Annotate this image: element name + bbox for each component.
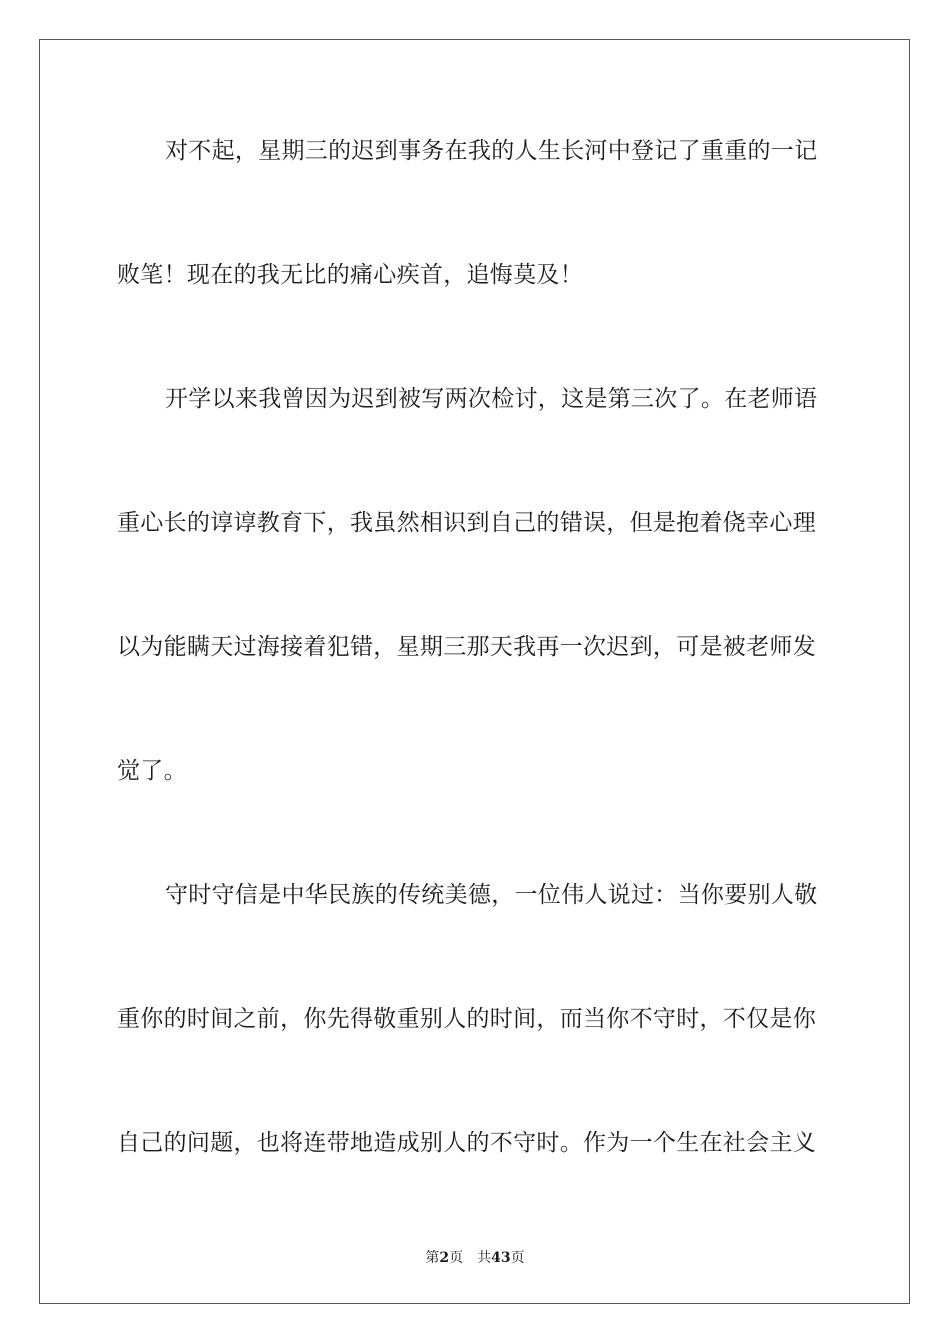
paragraph-2-line-4: 觉了。: [117, 758, 187, 784]
total-label-suffix: 页: [510, 1250, 525, 1266]
paragraph-3-line-2: 重你的时间之前，你先得敬重别人的时间，而当你不守时，不仅是你: [117, 1006, 816, 1032]
page-border: [39, 39, 910, 1304]
total-label-prefix: 共: [477, 1250, 492, 1266]
paragraph-2-line-2: 重心长的谆谆教育下，我虽然相识到自己的错误，但是抱着侥幸心理: [117, 510, 816, 536]
paragraph-1-line-1: 对不起，星期三的迟到事务在我的人生长河中登记了重重的一记: [165, 138, 818, 164]
total-pages-number: 43: [491, 1250, 511, 1266]
page-label-suffix: 页: [449, 1250, 464, 1266]
paragraph-3-line-3: 自己的问题，也将连带地造成别人的不守时。作为一个生在社会主义: [117, 1130, 816, 1156]
paragraph-1-line-2: 败笔！现在的我无比的痛心疾首，追悔莫及！: [117, 262, 583, 288]
paragraph-2-line-3: 以为能瞒天过海接着犯错，星期三那天我再一次迟到，可是被老师发: [117, 634, 816, 660]
page-footer: [0, 1247, 950, 1267]
paragraph-2-line-1: 开学以来我曾因为迟到被写两次检讨，这是第三次了。在老师语: [165, 386, 818, 412]
page-label-prefix: 第: [425, 1250, 440, 1266]
paragraph-3-line-1: 守时守信是中华民族的传统美德，一位伟人说过：当你要别人敬: [165, 882, 818, 908]
current-page-number: 2: [439, 1250, 450, 1266]
